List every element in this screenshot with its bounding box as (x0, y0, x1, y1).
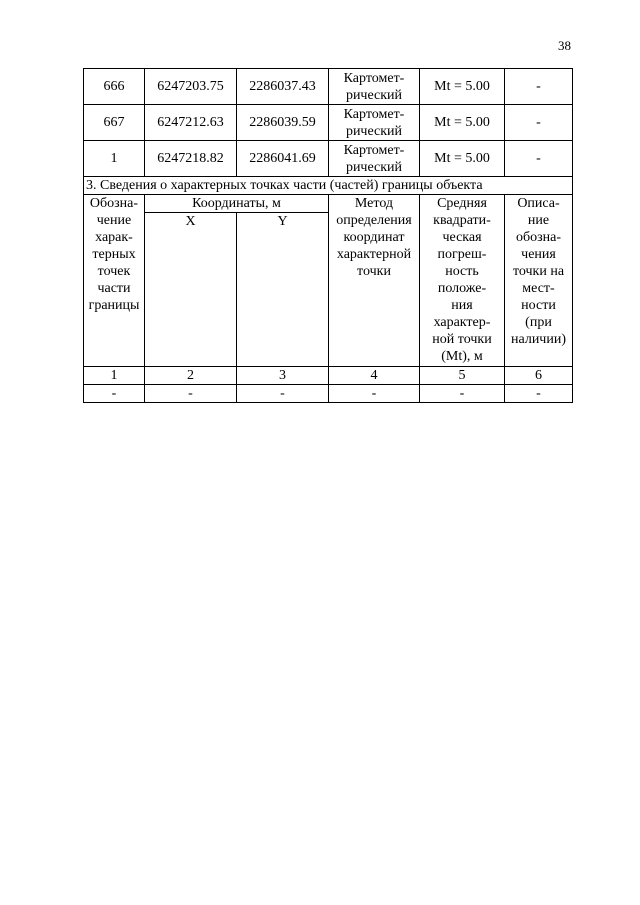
description-cell: - (505, 141, 573, 177)
y-coordinate-cell: 2286037.43 (237, 69, 329, 105)
data-cell: - (505, 385, 573, 403)
header-x: X (145, 213, 237, 367)
header-method (329, 195, 420, 367)
table-row (84, 69, 573, 105)
accuracy-cell: Mt = 5.00 (420, 105, 505, 141)
header-y: Y (237, 213, 329, 367)
method-text: Картомет- рический (343, 106, 405, 139)
column-number: 5 (420, 367, 505, 385)
coordinates-table (83, 68, 573, 403)
point-id-cell: 666 (84, 69, 145, 105)
data-cell: - (237, 385, 329, 403)
accuracy-cell: Mt = 5.00 (420, 141, 505, 177)
x-coordinate-cell: 6247218.82 (145, 141, 237, 177)
table-row (84, 385, 573, 403)
method-cell (329, 69, 420, 105)
section-title-row (84, 177, 573, 195)
data-cell: - (329, 385, 420, 403)
column-number: 4 (329, 367, 420, 385)
column-number: 6 (505, 367, 573, 385)
point-id-cell: 1 (84, 141, 145, 177)
description-cell: - (505, 69, 573, 105)
column-number: 2 (145, 367, 237, 385)
column-number: 3 (237, 367, 329, 385)
point-id-cell: 667 (84, 105, 145, 141)
y-coordinate-cell: 2286041.69 (237, 141, 329, 177)
method-cell (329, 141, 420, 177)
header-description-text: Описа- ние обозна- чения точки на мест- ности (при наличии) (511, 196, 566, 347)
y-coordinate-cell: 2286039.59 (237, 105, 329, 141)
x-coordinate-cell: 6247203.75 (145, 69, 237, 105)
header-designation (84, 195, 145, 367)
method-cell (329, 105, 420, 141)
header-coordinates: Координаты, м (145, 195, 329, 213)
table-row (84, 141, 573, 177)
description-cell: - (505, 105, 573, 141)
method-text: Картомет- рический (343, 142, 405, 175)
data-cell: - (84, 385, 145, 403)
header-row (84, 195, 573, 213)
header-description (505, 195, 573, 367)
accuracy-cell: Mt = 5.00 (420, 69, 505, 105)
header-accuracy (420, 195, 505, 367)
header-method-text: Метод определения координат характерной точки (336, 196, 412, 279)
column-numbers-row (84, 367, 573, 385)
x-coordinate-cell: 6247212.63 (145, 105, 237, 141)
page-number: 38 (558, 38, 571, 53)
column-number: 1 (84, 367, 145, 385)
data-cell: - (145, 385, 237, 403)
data-cell: - (420, 385, 505, 403)
table-row (84, 105, 573, 141)
method-text: Картомет- рический (343, 70, 405, 103)
header-designation-text: Обозна- чение харак- терных точек части границы (88, 196, 140, 313)
header-accuracy-text: Средняя квадрати- ческая погреш- ность положе- ния характер- ной точки (Mt), м (432, 196, 492, 364)
section-title: 3. Сведения о характерных точках части (частей) границы объекта (84, 177, 573, 195)
